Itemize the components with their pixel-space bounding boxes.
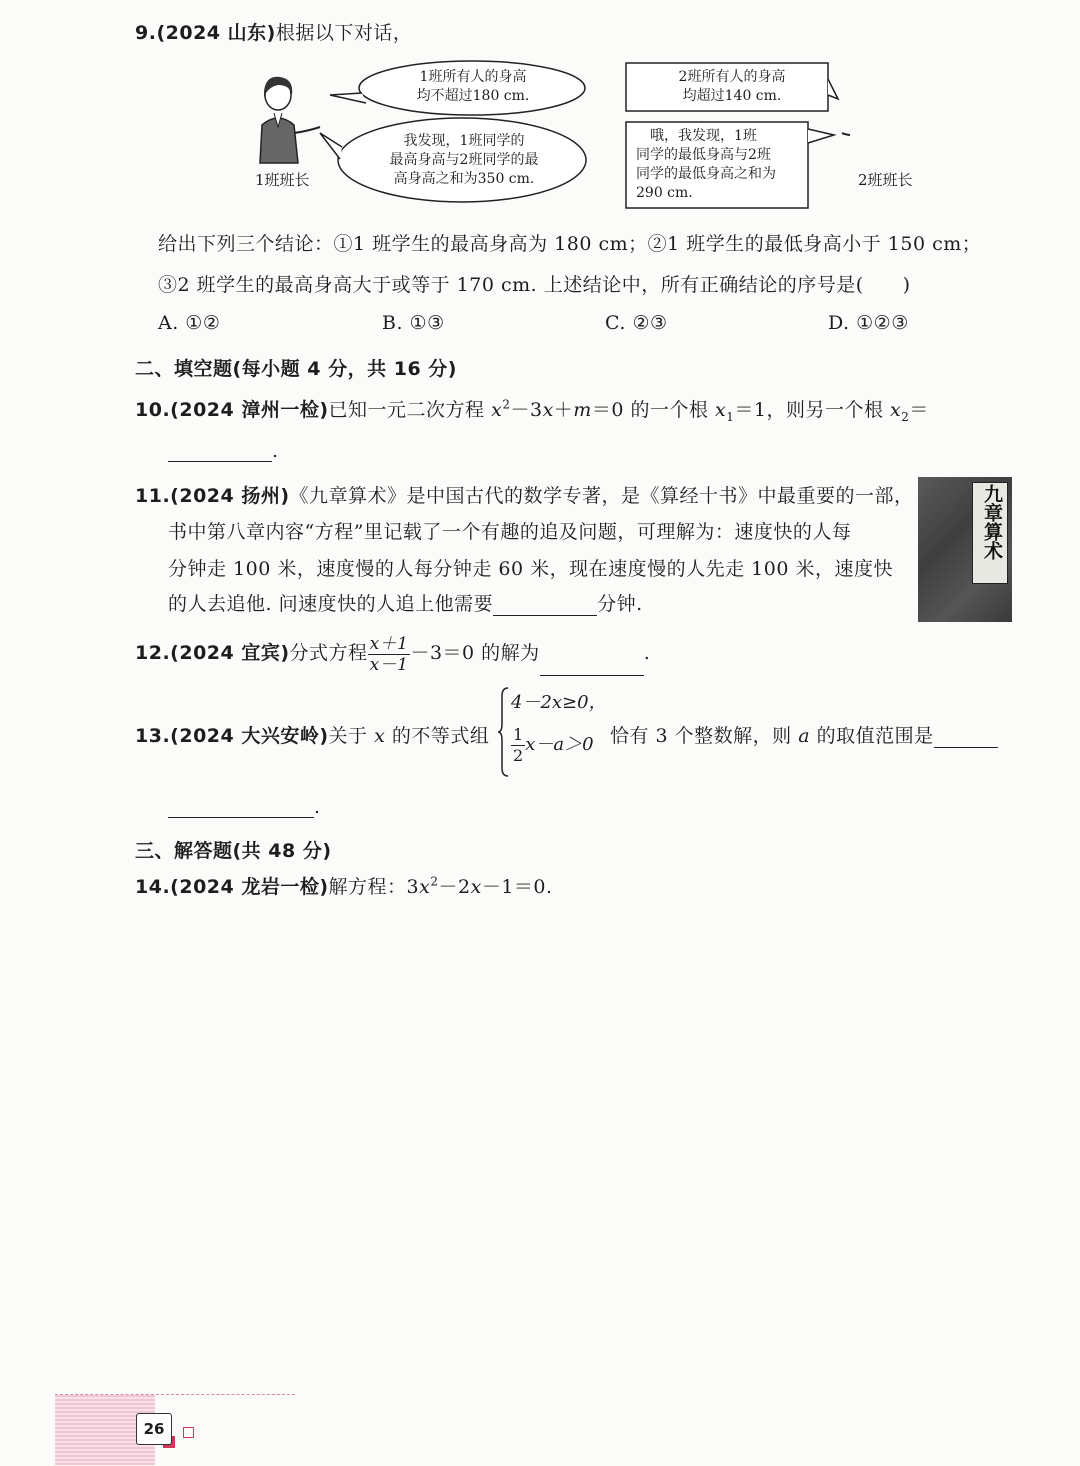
q10-root2-eq: ＝ xyxy=(909,399,929,421)
q14-text-a: 解方程：3 xyxy=(328,876,420,898)
q13-ineq2-rest: x－a＞0 xyxy=(525,734,594,755)
q10-number: 10. xyxy=(135,399,171,421)
section2-title: 二、填空题(每小题 4 分，共 16 分) xyxy=(135,358,457,380)
q11-line4 xyxy=(168,589,643,616)
q14-line xyxy=(135,872,553,899)
q13-var-x: x xyxy=(374,725,386,747)
q12-number: 12. xyxy=(135,642,171,664)
q12-source: (2024 宜宾) xyxy=(170,642,290,664)
box-right-bottom-line4: 290 cm. xyxy=(636,185,693,201)
bubble-left-bottom-line2: 最高身高与2班同学的最 xyxy=(389,152,539,168)
q9-conclusions-line1: 给出下列三个结论：①1 班学生的最高身高为 180 cm；②1 班学生的最低身高小于 150 cm； xyxy=(158,233,982,255)
girl-figure-icon xyxy=(260,77,320,163)
q14-x: x xyxy=(419,876,431,898)
q13-end: . xyxy=(314,796,321,818)
bubble-left-top-line1: 1班所有人的身高 xyxy=(419,69,527,85)
q10-answer-blank[interactable] xyxy=(168,441,272,462)
q13-text-c: 恰有 3 个整数解，则 xyxy=(610,725,792,747)
q10-root2-var: x xyxy=(890,399,902,421)
q10-text-b: 的一个根 xyxy=(630,399,709,421)
q10-eq-x: x xyxy=(491,399,503,421)
section3-title: 三、解答题(共 48 分) xyxy=(135,840,332,862)
q10-source: (2024 漳州一检) xyxy=(170,399,329,421)
q10-eq-rest2: ＋ xyxy=(553,399,574,421)
bubble-left-top-text xyxy=(368,68,578,106)
q12-answer-blank[interactable] xyxy=(540,643,644,676)
box-right-top-line1: 2班所有人的身高 xyxy=(678,69,786,85)
q11-line2: 书中第八章内容“方程”里记载了一个有趣的追及问题，可理解为：速度快的人每 xyxy=(168,521,852,543)
caption-right: 2班班长 xyxy=(858,171,913,189)
q14-rest: －2 xyxy=(438,876,471,898)
q13-line1-cont xyxy=(610,721,998,748)
bubble-left-top-tail xyxy=(330,93,366,103)
q10-eq-exp: 2 xyxy=(502,397,511,412)
q11-number: 11. xyxy=(135,485,171,507)
q12-end: . xyxy=(643,642,651,664)
q11-line1 xyxy=(135,481,914,508)
q10-line1 xyxy=(135,395,929,424)
q10-end: . xyxy=(272,440,279,462)
box-right-bottom-line3: 同学的最低身高之和为 xyxy=(636,166,776,182)
q13-line2 xyxy=(168,796,321,818)
q13-var-a: a xyxy=(798,725,811,747)
q13-source: (2024 大兴安岭) xyxy=(170,725,329,747)
q11-answer-blank[interactable] xyxy=(493,595,597,616)
q13-inequality-2 xyxy=(511,722,594,768)
box-right-bottom-line2: 同学的最低身高与2班 xyxy=(636,147,771,163)
q14-rest2: －1＝0. xyxy=(481,876,553,898)
q13-ineq1-text: 4－2x≥0， xyxy=(511,692,607,713)
box-right-top-text xyxy=(642,68,822,106)
bubble-left-bottom-line1: 我发现，1班同学的 xyxy=(403,133,525,149)
q12-line xyxy=(135,630,650,676)
q10-root2-sub: 2 xyxy=(901,409,910,424)
q9-option-d: D. ①②③ xyxy=(828,312,909,334)
q9-source: (2024 山东) xyxy=(156,22,276,44)
q13-ineq2-fraction xyxy=(511,725,525,766)
box-right-top-tail xyxy=(828,79,838,99)
q10-line2 xyxy=(168,440,279,462)
box-right-bottom-line1: 哦，我发现，1班 xyxy=(650,128,757,144)
q14-source: (2024 龙岩一检) xyxy=(170,876,329,898)
q10-eq-rest1: －3 xyxy=(510,399,543,421)
q10-text-a: 已知一元二次方程 xyxy=(328,399,485,421)
page-number: 26 xyxy=(136,1413,172,1445)
q10-root1-val: ＝1，则另一个根 xyxy=(734,399,884,421)
q12-text-a: 分式方程 xyxy=(289,642,368,664)
q9-stem: 根据以下对话， xyxy=(275,22,413,44)
q14-exp: 2 xyxy=(430,874,439,889)
q13-text-d: 的取值范围是 xyxy=(816,725,934,747)
bubble-left-bottom-line3: 高身高之和为350 cm. xyxy=(393,171,535,187)
book-cover-title: 九章算术 xyxy=(981,484,1003,560)
bubble-left-bottom-text xyxy=(354,132,574,189)
q10-root1-var: x xyxy=(715,399,727,421)
q11-line3: 分钟走 100 米，速度慢的人每分钟走 60 米，现在速度慢的人先走 100 米，速度快 xyxy=(168,558,893,580)
caption-left: 1班班长 xyxy=(255,171,310,189)
q10-eq-m: m xyxy=(573,399,592,421)
q10-eq-rest3: ＝0 xyxy=(591,399,624,421)
q11-source: (2024 扬州) xyxy=(170,485,290,507)
q13-answer-blank-2[interactable] xyxy=(168,797,314,818)
q13-inequality-1 xyxy=(511,688,607,714)
q14-x2: x xyxy=(470,876,482,898)
footer-square-icon xyxy=(183,1427,194,1438)
q11-text-line4b: 分钟. xyxy=(597,593,643,615)
q12-text-b: －3＝0 的解为 xyxy=(410,642,540,664)
q12-denominator: x－1 xyxy=(369,654,409,675)
q9-conclusions-line2: ③2 班学生的最高身高大于或等于 170 cm. 上述结论中，所有正确结论的序号是( ) xyxy=(158,274,911,296)
q9-heading xyxy=(135,18,412,45)
q13-answer-blank-1[interactable] xyxy=(934,727,998,748)
q13-ineq2-num: 1 xyxy=(513,724,524,744)
box-right-top-line2: 均超过140 cm. xyxy=(682,88,782,104)
box-right-bottom-text xyxy=(636,127,776,203)
bubble-left-bottom-tail xyxy=(320,133,342,159)
bubble-left-top-line2: 均不超过180 cm. xyxy=(416,88,530,104)
q13-ineq2-den: 2 xyxy=(513,745,524,765)
q13-text-a: 关于 xyxy=(328,725,368,747)
q9-number: 9. xyxy=(135,22,157,44)
q13-line1 xyxy=(135,721,489,748)
q12-numerator: x＋1 xyxy=(369,633,409,654)
q10-eq-x2: x xyxy=(542,399,554,421)
q11-text-line1: 《九章算术》是中国古代的数学专著，是《算经十书》中最重要的一部， xyxy=(289,485,914,507)
footer-rule xyxy=(55,1394,295,1395)
q9-option-a: A. ①② xyxy=(158,312,221,334)
q9-option-c: C. ②③ xyxy=(605,312,668,334)
q13-brace xyxy=(498,686,510,778)
boy-arm-shape xyxy=(842,133,850,135)
q9-option-b: B. ①③ xyxy=(382,312,445,334)
q13-number: 13. xyxy=(135,725,171,747)
q14-number: 14. xyxy=(135,876,171,898)
q11-text-line4a: 的人去追他. 问速度快的人追上他需要 xyxy=(168,593,494,615)
q13-text-b: 的不等式组 xyxy=(391,725,490,747)
q10-root1-sub: 1 xyxy=(726,409,735,424)
box-right-bottom-tail xyxy=(808,129,834,143)
q12-fraction xyxy=(368,634,411,675)
